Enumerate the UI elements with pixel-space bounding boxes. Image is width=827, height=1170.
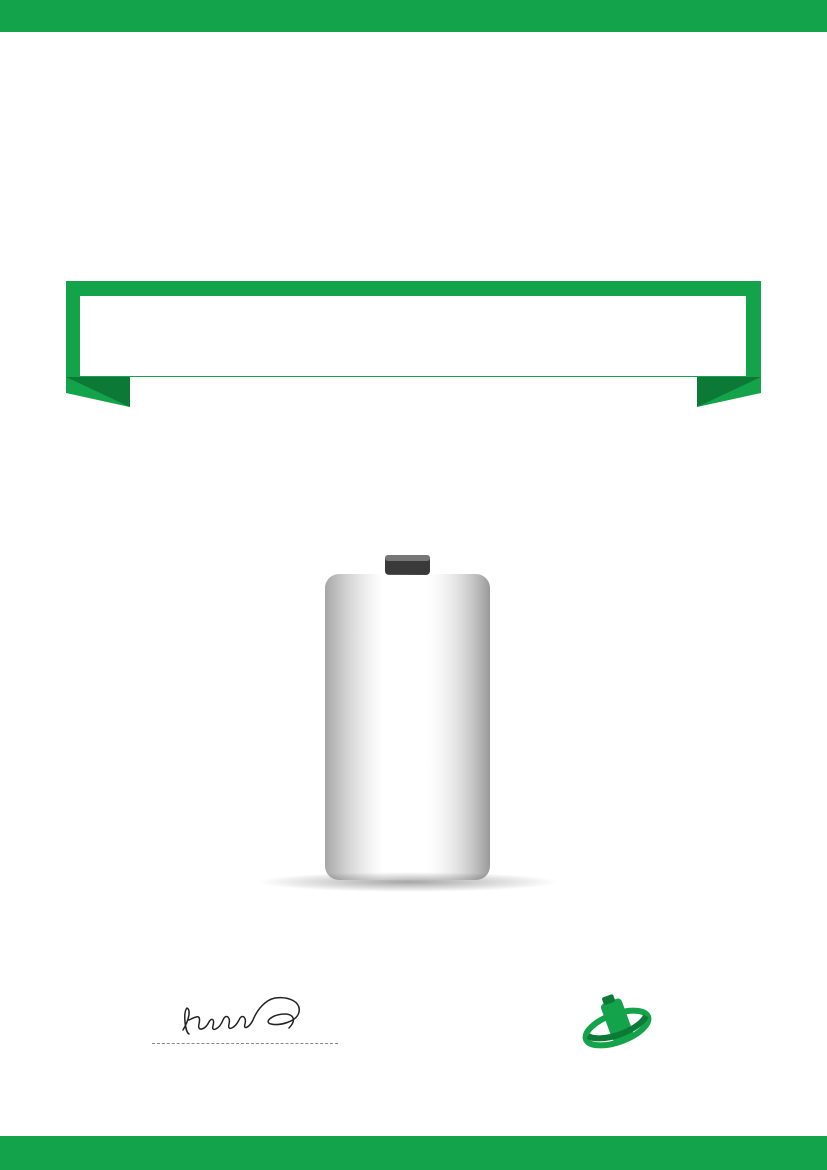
bottom-green-bar xyxy=(0,1136,827,1170)
battery-infographic xyxy=(0,540,827,910)
battery-illustration xyxy=(0,540,827,910)
recipient-box xyxy=(80,296,746,376)
battery-shading xyxy=(325,574,490,880)
top-green-bar xyxy=(0,0,827,32)
battery-terminal-top xyxy=(385,555,430,561)
signature-scribble xyxy=(175,990,315,1045)
ecobat-logo-icon xyxy=(580,990,654,1056)
signature-line xyxy=(152,1043,338,1044)
